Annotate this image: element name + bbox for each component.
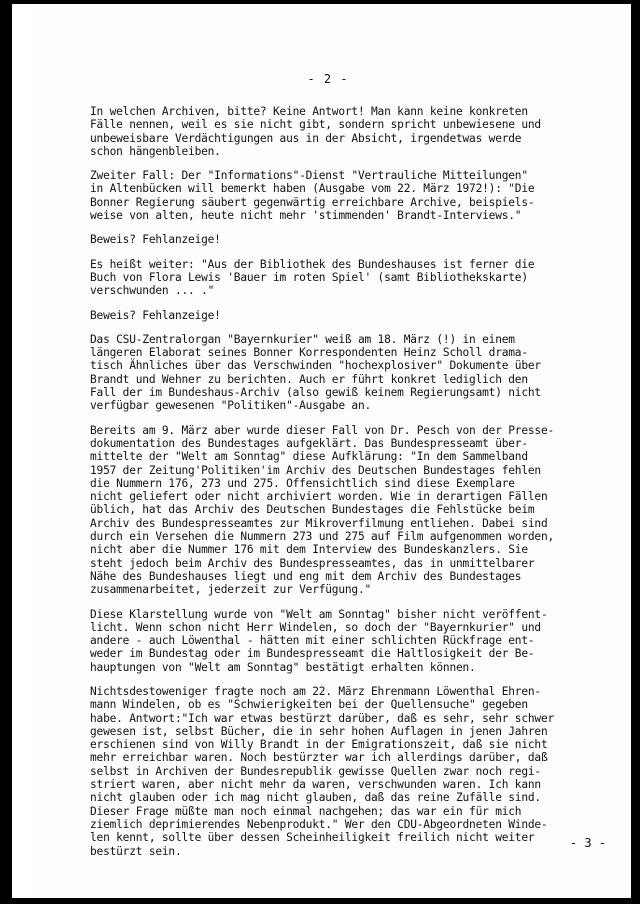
text-line: Fälle nennen, weil es sie nicht gibt, sondern spricht unbewiesene und bbox=[90, 118, 541, 132]
paragraph bbox=[90, 233, 598, 246]
text-line: Brandt und Wehner zu berichten. Auch er führt konkret lediglich den bbox=[90, 372, 528, 386]
text-line: Bereits am 9. März aber wurde dieser Fall von Dr. Pesch von der Presse- bbox=[90, 423, 555, 437]
text-line: Buch von Flora Lewis 'Bauer im roten Spiel' (samt Bibliothekskarte) bbox=[90, 270, 528, 284]
paragraph bbox=[90, 258, 598, 298]
paragraph bbox=[90, 608, 598, 674]
text-line: dokumentation des Bundestages aufgeklärt. Das Bundespresseamt über- bbox=[90, 436, 528, 450]
text-line: hauptungen von "Welt am Sonntag" bestätigt erhalten können. bbox=[90, 660, 476, 674]
next-page-marker: - 3 - bbox=[569, 836, 606, 850]
text-line: üblich, hat das Archiv des Deutschen Bundestages die Fehlstücke beim bbox=[90, 503, 535, 517]
text-line: 1957 der Zeitung'Politiken'im Archiv des Deutschen Bundestages fehlen bbox=[90, 463, 541, 477]
text-line: nicht aber die Nummer 176 mit dem Interview des Bundeskanzlers. Sie bbox=[90, 543, 528, 557]
scan-border-top bbox=[0, 0, 640, 4]
text-line: nicht geliefert oder nicht archiviert worden. Wie in derartigen Fällen bbox=[90, 490, 548, 504]
scan-border-right bbox=[631, 0, 640, 904]
text-line: unbeweisbare Verdächtigungen aus in der Absicht, irgendetwas werde bbox=[90, 131, 522, 145]
text-line: Diese Klarstellung wurde von "Welt am Sonntag" bisher nicht veröffent- bbox=[90, 607, 548, 621]
text-line: habe. Antwort:"Ich war etwas bestürzt darüber, daß es sehr, sehr schwer bbox=[90, 711, 555, 725]
text-line: Archiv des Bundespresseamtes zur Mikroverfilmung entliehen. Dabei sind bbox=[90, 516, 548, 530]
paragraph bbox=[90, 333, 598, 413]
text-line: Es heißt weiter: "Aus der Bibliothek des Bundeshauses ist ferner die bbox=[90, 257, 535, 271]
text-line: in Altenbücken will bemerkt haben (Ausgabe vom 22. März 1972!): "Die bbox=[90, 182, 535, 196]
text-line: zusammenarbeitet, jederzeit zur Verfügung." bbox=[90, 583, 372, 597]
paragraph bbox=[90, 105, 598, 158]
text-line: Fall der im Bundeshaus-Archiv (also gewiß keinem Regierungsamt) nicht bbox=[90, 386, 541, 400]
text-line: Das CSU-Zentralorgan "Bayernkurier" weiß am 18. März (!) in einem bbox=[90, 332, 515, 346]
text-line: In welchen Archiven, bitte? Keine Antwort! Man kann keine konkreten bbox=[90, 105, 528, 118]
text-line: Bonner Regierung säubert gegenwärtig erreichbare Archive, beispiels- bbox=[90, 195, 535, 209]
text-line: mittelte der "Welt am Sonntag" diese Aufklärung: "In dem Sammelband bbox=[90, 450, 528, 464]
text-line: licht. Wenn schon nicht Herr Windelen, so doch der "Bayernkurier" und bbox=[90, 620, 541, 634]
text-line: Zweiter Fall: Der "Informations"-Dienst "Vertrauliche Mitteilungen" bbox=[90, 169, 528, 183]
text-line: verschwunden ... ." bbox=[90, 284, 215, 298]
text-line: striert waren, aber nicht mehr da waren, verschwunden waren. Ich kann bbox=[90, 778, 541, 792]
text-line: längeren Elaborat seines Bonner Korrespondenten Heinz Scholl drama- bbox=[90, 346, 528, 360]
text-line: len kennt, sollte über dessen Scheinheiligkeit freilich nicht weiter bbox=[90, 831, 535, 845]
text-line: Nichtsdestoweniger fragte noch am 22. März Ehrenmann Löwenthal Ehren- bbox=[90, 684, 541, 698]
text-line: Nähe des Bundeshauses liegt und eng mit dem Archiv des Bundestages bbox=[90, 569, 522, 583]
text-line: tisch Ähnliches über das Verschwinden "hochexplosiver" Dokumente über bbox=[90, 359, 541, 373]
text-line: erschienen sind von Willy Brandt in der Emigrationszeit, daß sie nicht bbox=[90, 738, 548, 752]
text-line: verfügbar gewesenen "Politiken"-Ausgabe an. bbox=[90, 399, 372, 413]
text-line: mehr erreichbar waren. Noch bestürzter war ich allerdings darüber, daß bbox=[90, 751, 548, 765]
paragraph bbox=[90, 424, 598, 597]
text-line: gewesen ist, selbst Bücher, die in sehr hohen Auflagen in jenen Jahren bbox=[90, 724, 548, 738]
text-line: nicht glauben oder ich mag nicht glauben, daß das reine Zufälle sind. bbox=[90, 791, 541, 805]
text-line: schon hängenbleiben. bbox=[90, 144, 221, 158]
paragraph bbox=[90, 685, 598, 858]
text-line: bestürzt sein. bbox=[90, 844, 182, 858]
paragraph bbox=[90, 309, 598, 322]
text-line: die Nummern 176, 273 und 275. Offensichtlich sind diese Exemplare bbox=[90, 476, 515, 490]
text-line: mann Windelen, ob es "Schwierigkeiten bei der Quellensuche" gegeben bbox=[90, 698, 528, 712]
text-line: andere - auch Löwenthal - hätten mit einer schlichten Rückfrage ent- bbox=[90, 634, 535, 648]
text-line: durch ein Versehen die Nummern 273 und 275 auf Film aufgenommen worden, bbox=[90, 530, 555, 544]
text-line: selbst in Archiven der Bundesrepublik gewisse Quellen zwar noch regi- bbox=[90, 764, 541, 778]
text-line: ziemlich deprimierendes Nebenprodukt." Wer den CDU-Abgeordneten Winde- bbox=[90, 817, 548, 831]
paragraph bbox=[90, 169, 598, 222]
text-line: weder im Bundestag oder im Bundespresseamt die Haltlosigkeit der Be- bbox=[90, 647, 535, 661]
text-line: steht jedoch beim Archiv des Bundespresseamtes, das in unmittelbarer bbox=[90, 556, 535, 570]
text-line: weise von alten, heute nicht mehr 'stimmenden' Brandt-Interviews." bbox=[90, 209, 522, 223]
scan-border-bottom bbox=[0, 898, 640, 904]
text-line: Dieser Frage müßte man noch einmal nachgehen; das war ein für mich bbox=[90, 804, 522, 818]
text-line: Beweis? Fehlanzeige! bbox=[90, 233, 221, 247]
page-number: - 2 - bbox=[307, 72, 349, 86]
document-page bbox=[30, 8, 626, 898]
text-line: Beweis? Fehlanzeige! bbox=[90, 308, 221, 322]
scan-border-left bbox=[0, 0, 12, 904]
document-body bbox=[90, 105, 598, 869]
